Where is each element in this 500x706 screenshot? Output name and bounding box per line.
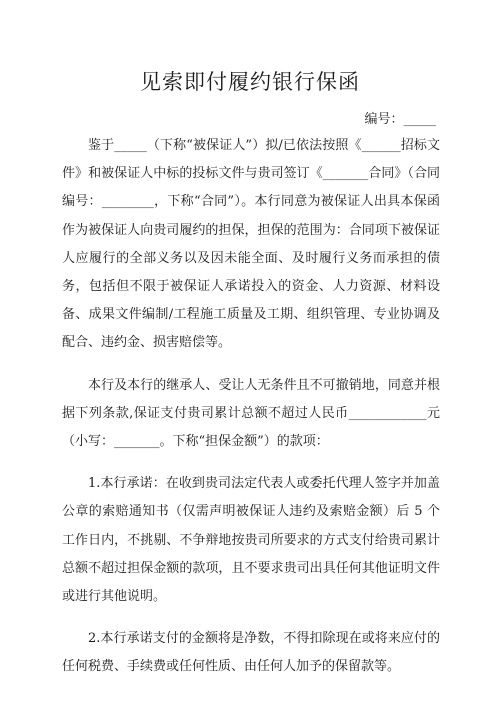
paragraph-recitals: 鉴于_____（下称“被保证人”）拟/已依法按照《______招标文件》和被保证人中标的投标文件与贵司签订《_______合同》（合同编号：________，下称“合同”）。本行同意为被保证人出具本保函作为被保证人向贵司履约的担保，担保的范围为：合同项下被保证人应履行的全部义务以及因未能全面、及时履行义务而承担的债务，包括但不限于被保证人承诺投入的资金、人力资源、材料设备、成果文件编制/工程施工质量及工期、组织管理、专业协调及配合、违约金、损害赔偿等。	[62, 138, 440, 351]
paragraph-clause-1: 1.本行承诺：在收到贵司法定代表人或委托代理人签字并加盖公章的索赔通知书（仅需声明被保证人违约及索赔金额）后 5 个工作日内，不挑剔、不争辩地按贵司所要求的方式支付给贵司累计总额不超过担保金额的款项，且不要求贵司出具任何其他证明文件或进行其他说明。	[62, 476, 440, 605]
paragraph-guarantee-amount: 本行及本行的继承人、受让人无条件且不可撤销地，同意并根据下列条款,保证支付贵司累计总额不超过人民币____________元（小写：_______。下称“担保金额”）的款项：	[62, 377, 440, 450]
document-body	[62, 132, 440, 682]
paragraph-clause-2: 2.本行承诺支付的金额将是净数，不得扣除现在或将来应付的任何税费、手续费或任何性质、由任何人加予的保留款等。	[62, 631, 440, 675]
document-number: 编号：_____	[364, 112, 436, 127]
document-title: 见索即付履约银行保函	[140, 70, 360, 94]
